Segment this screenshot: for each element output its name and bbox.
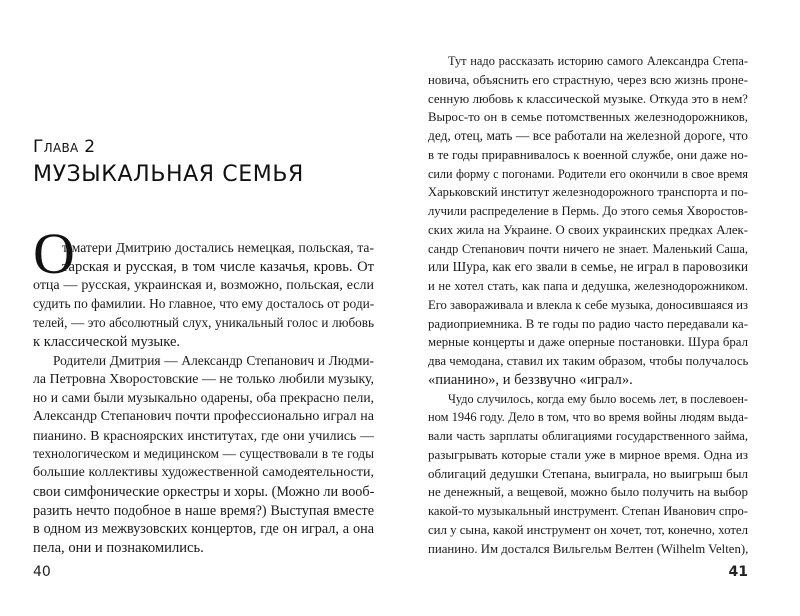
text-line: Харьковский институт железнодорожного транспорта и по- (428, 185, 748, 200)
text-line: или Шура, как его звали в семье, не играл в паровозики (428, 259, 748, 275)
text-line: Тут надо рассказать историю самого Александра Степа- (448, 54, 748, 68)
text-line: в одном из межвузовских концертов, где он играл, а она (33, 521, 374, 538)
text-line: сенную любовь к классической музыке. Откуда это в нем? (428, 91, 748, 106)
text-line: Его завораживала и влекла к себе музыка, доносившаяся из (428, 297, 748, 312)
text-line: разыгрывать которые стали уже в мирное время. Одна из (428, 446, 748, 462)
right-body-text (428, 52, 748, 558)
text-line: сил у сына, какой инструмент он хочет, тот, конечно, хотел (428, 522, 748, 537)
text-line: ских жила на Украине. О своих украинских предках Алек- (428, 222, 748, 237)
left-body-text (33, 239, 374, 558)
text-line: но и сами были музыкально одарены, оба прекрасно пели, (33, 390, 374, 405)
text-line: радиоприемника. В те годы по радио часто передавали ка- (428, 316, 748, 331)
text-line: сили форму с погонами. Родители его окончили в свое время (428, 166, 748, 181)
text-line: два чемодана, ставил их таким образом, чтобы получалось (428, 354, 748, 368)
text-line: мерные концерты и даже оперные постановки. Шура брал (428, 335, 748, 350)
text-line: не денежный, а вещевой, можно было получить на выбор (428, 484, 748, 500)
text-line: и не хотел стать, как папа и дедушка, железнодорожником. (428, 279, 748, 293)
text-line: лучили распределение в Пермь. До этого семья Хворостов- (428, 204, 748, 218)
text-line: отца — русская, украинская и, возможно, польская, если (33, 277, 374, 293)
text-line: Родители Дмитрия — Александр Степанович и Людми- (53, 352, 374, 368)
text-line: телей, — это абсолютный слух, уникальный голос и любовь (33, 315, 374, 330)
text-line: разить нечто подобное в наше время?) Выступая вместе (33, 502, 374, 519)
text-line: большие коллективы художественной самодеятельности, (33, 465, 374, 480)
text-line: тарская и русская, в том числе казачья, кровь. От (62, 258, 374, 275)
text-line: пела, они и познакомились. (33, 540, 204, 556)
text-line: ла Петровна Хворостовские — не только любили музыку, (33, 371, 374, 387)
page-number: 41 (728, 564, 748, 580)
text-line: дед, отец, мать — все работали на железной дороге, что (428, 128, 748, 143)
page-number: 40 (33, 564, 51, 580)
drop-cap: О (33, 221, 75, 286)
chapter-label: Глава 2 (33, 137, 96, 157)
text-line: ном 1946 году. Дело в том, что во время войны людям выда- (428, 410, 748, 425)
text-line: свои симфонические оркестры и хоры. (Можно ли вооб- (33, 483, 374, 500)
text-line: судить по фамилии. Но главное, что ему досталось от роди- (33, 296, 374, 312)
text-line: «пианино», и беззвучно «играл». (428, 371, 633, 388)
text-line: пианино. Им достался Вильгельм Велтен (Wilhelm Velten), (428, 541, 748, 556)
text-line: пианино. В красноярских институтах, где они учились — (33, 427, 374, 443)
text-line: Чудо случилось, когда ему было восемь лет, в послевоен- (448, 391, 748, 406)
text-line: Александр Степанович почти профессионально играл на (33, 408, 374, 424)
text-line: технологическом и медицинском — существовали в те годы (33, 446, 374, 462)
text-line: Вырос-то он в семье потомственных железнодорожников, (428, 110, 748, 125)
text-line: новича, объяснить его страстную, через всю жизнь проне- (428, 72, 748, 87)
text-line: к классической музыке. (33, 333, 181, 350)
chapter-title: МУЗЫКАЛЬНАЯ СЕМЬЯ (33, 162, 304, 187)
text-line: какой-то музыкальный инструмент. Степан Иванович спро- (428, 504, 748, 518)
text-line: вали часть зарплаты облигациями государственного займа, (428, 429, 748, 443)
text-line: в те годы приравнивалось к военной службе, они даже но- (428, 147, 748, 162)
right-page (400, 0, 800, 616)
text-line: сандр Степанович почти ничего не знает. Маленький Саша, (428, 241, 748, 256)
text-line: т матери Дмитрию достались немецкая, польская, та- (62, 240, 374, 255)
text-line: облигаций дедушки Степана, выиграла, но выигрыш был (428, 465, 748, 481)
